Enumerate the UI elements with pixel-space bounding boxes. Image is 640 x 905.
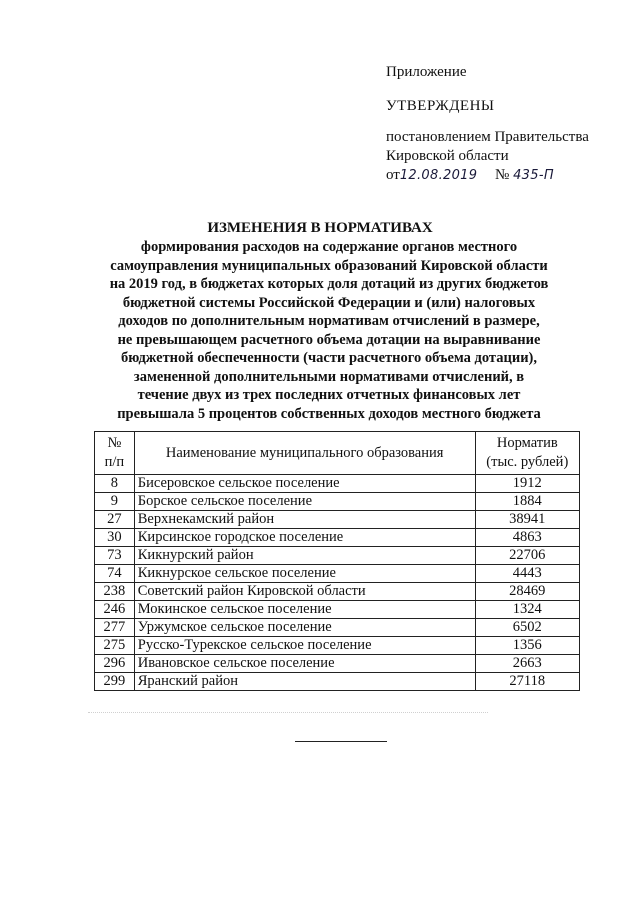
cell-name: Кикнурское сельское поселение bbox=[134, 565, 475, 583]
appendix-label: Приложение bbox=[386, 64, 467, 80]
cell-name: Кикнурский район bbox=[134, 547, 475, 565]
subtitle-line: течение двух из трех последних отчетных финансовых лет bbox=[137, 387, 521, 403]
cell-name: Бисеровское сельское поселение bbox=[134, 475, 475, 493]
cell-num: 74 bbox=[95, 565, 135, 583]
decree-date-line bbox=[386, 166, 589, 185]
cell-value: 2663 bbox=[475, 655, 579, 673]
subtitle-line: формирования расходов на содержание органов местного bbox=[140, 239, 518, 255]
cell-num: 275 bbox=[95, 637, 135, 655]
table-row bbox=[95, 493, 580, 511]
approved-label: УТВЕРЖДЕНЫ bbox=[386, 98, 495, 114]
cell-value: 4863 bbox=[475, 529, 579, 547]
document-title: ИЗМЕНЕНИЯ В НОРМАТИВАХ bbox=[207, 220, 433, 236]
subtitle-line: бюджетной обеспеченности (части расчетного объема дотации), bbox=[120, 350, 538, 366]
header-name: Наименование муниципального образования bbox=[134, 432, 475, 475]
cell-value: 1912 bbox=[475, 475, 579, 493]
subtitle-line: на 2019 год, в бюджетах которых доля дотаций из других бюджетов bbox=[109, 276, 549, 292]
cell-value: 1884 bbox=[475, 493, 579, 511]
table-row bbox=[95, 601, 580, 619]
cell-value: 38941 bbox=[475, 511, 579, 529]
cell-name: Ивановское сельское поселение bbox=[134, 655, 475, 673]
subtitle-line: самоуправления муниципальных образований Кировской области bbox=[110, 257, 548, 274]
decree-reference bbox=[386, 128, 589, 185]
cell-name: Мокинское сельское поселение bbox=[134, 601, 475, 619]
number-sign: № bbox=[495, 167, 510, 183]
cell-num: 246 bbox=[95, 601, 135, 619]
table-row bbox=[95, 475, 580, 493]
header-value bbox=[475, 432, 579, 475]
end-of-document-line bbox=[295, 741, 387, 742]
cell-value: 1324 bbox=[475, 601, 579, 619]
cell-num: 9 bbox=[95, 493, 135, 511]
cell-name: Верхнекамский район bbox=[134, 511, 475, 529]
header-num-line1: № bbox=[107, 435, 122, 451]
header-num bbox=[95, 432, 135, 475]
cell-name: Уржумское сельское поселение bbox=[134, 619, 475, 637]
cell-num: 277 bbox=[95, 619, 135, 637]
table-row bbox=[95, 655, 580, 673]
header-num-line2: п/п bbox=[104, 454, 125, 470]
cell-value: 27118 bbox=[475, 673, 579, 691]
header-value-line2: (тыс. рублей) bbox=[486, 454, 569, 470]
cell-name: Русско-Турекское сельское поселение bbox=[134, 637, 475, 655]
scan-dotted-line bbox=[88, 712, 488, 714]
cell-value: 22706 bbox=[475, 547, 579, 565]
subtitle-line: замененной дополнительными нормативами отчислений, в bbox=[133, 368, 525, 385]
table-row bbox=[95, 619, 580, 637]
document-subtitle bbox=[90, 238, 568, 423]
cell-num: 73 bbox=[95, 547, 135, 565]
subtitle-line: бюджетной системы Российской Федерации и (или) налоговых bbox=[122, 294, 536, 311]
table-row bbox=[95, 565, 580, 583]
cell-name: Яранский район bbox=[134, 673, 475, 691]
cell-value: 6502 bbox=[475, 619, 579, 637]
subtitle-line: не превышающем расчетного объема дотации на выравнивание bbox=[117, 331, 541, 348]
cell-num: 296 bbox=[95, 655, 135, 673]
cell-num: 27 bbox=[95, 511, 135, 529]
decree-line-1: постановлением Правительства bbox=[386, 129, 589, 145]
subtitle-line: доходов по дополнительным нормативам отчислений в размере, bbox=[118, 313, 540, 329]
table-header-row bbox=[95, 432, 580, 475]
cell-num: 30 bbox=[95, 529, 135, 547]
cell-num: 238 bbox=[95, 583, 135, 601]
cell-name: Кирсинское городское поселение bbox=[134, 529, 475, 547]
cell-name: Борское сельское поселение bbox=[134, 493, 475, 511]
cell-value: 1356 bbox=[475, 637, 579, 655]
norms-table bbox=[94, 431, 580, 691]
table-row bbox=[95, 673, 580, 691]
table-row bbox=[95, 547, 580, 565]
table-row bbox=[95, 583, 580, 601]
date-prefix: от bbox=[386, 167, 400, 183]
decree-line-2: Кировской области bbox=[386, 148, 509, 164]
table-row bbox=[95, 511, 580, 529]
cell-name: Советский район Кировской области bbox=[134, 583, 475, 601]
table-row bbox=[95, 637, 580, 655]
cell-value: 4443 bbox=[475, 565, 579, 583]
subtitle-line: превышала 5 процентов собственных доходов местного бюджета bbox=[117, 405, 541, 422]
cell-num: 299 bbox=[95, 673, 135, 691]
handwritten-number: 435-П bbox=[513, 168, 554, 183]
cell-value: 28469 bbox=[475, 583, 579, 601]
header-value-line1: Норматив bbox=[496, 435, 558, 451]
handwritten-date: 12.08.2019 bbox=[399, 168, 478, 183]
table-row bbox=[95, 529, 580, 547]
cell-num: 8 bbox=[95, 475, 135, 493]
